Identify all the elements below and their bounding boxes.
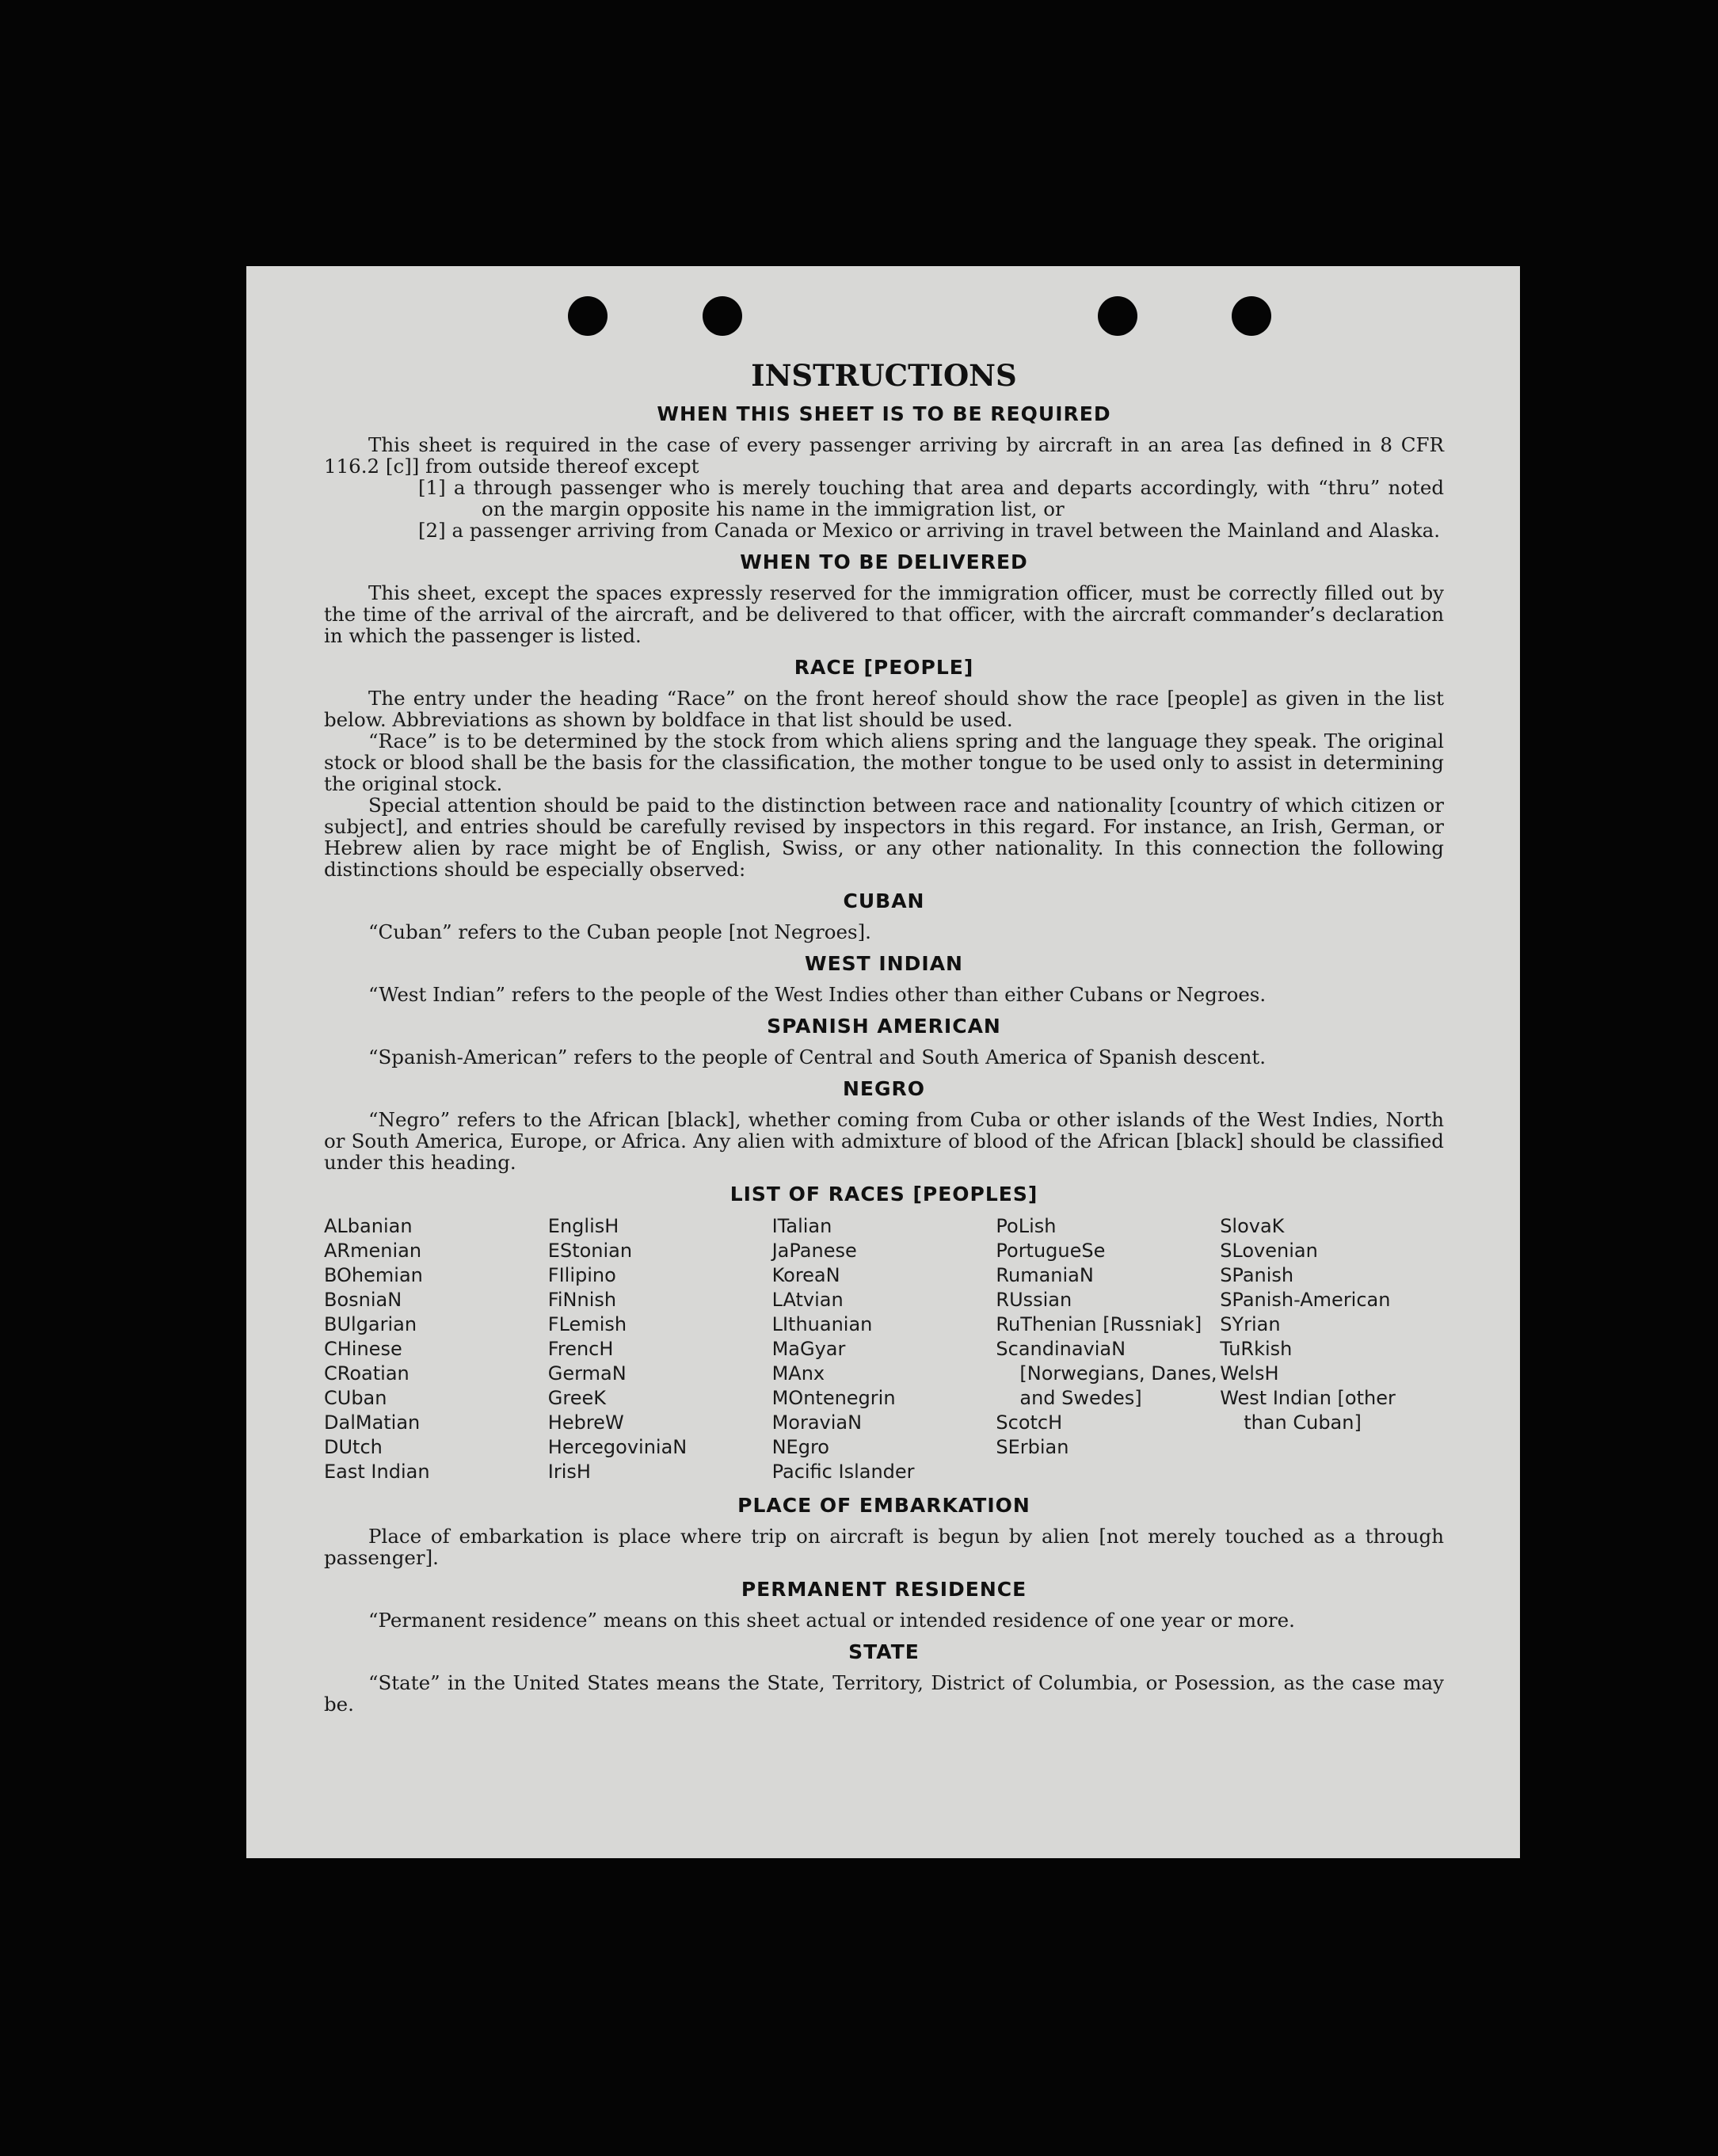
- race-entry: TuRkish: [1220, 1338, 1293, 1360]
- race-entry: RumaniaN: [996, 1264, 1094, 1286]
- section-heading-when-required: WHEN THIS SHEET IS TO BE REQUIRED: [657, 402, 1111, 425]
- section-heading-when-delivered: WHEN TO BE DELIVERED: [740, 550, 1028, 573]
- race-entry: GreeK: [547, 1387, 607, 1409]
- instructions-content: [324, 358, 1444, 1715]
- race-entry: PoLish: [996, 1215, 1057, 1237]
- race-paragraph-3: Special attention should be paid to the distinction between race and nationality [country of which citizen or subject], and entries should be carefully revised by inspectors in this regard. For instance, an Irish, German, or Hebrew alien by race might be of English, Swiss, or any other nationality. In this connection the following distinctions should be especially observed:: [324, 794, 1444, 881]
- race-entry: WelsH: [1220, 1362, 1279, 1385]
- race-entry: SLovenian: [1220, 1240, 1318, 1262]
- race-entry: BUlgarian: [324, 1313, 417, 1335]
- race-entry: West Indian [other than Cuban]: [1220, 1387, 1396, 1434]
- instruction-sheet: [246, 266, 1520, 1858]
- race-entry: CRoatian: [324, 1362, 410, 1385]
- race-entry: FrencH: [547, 1338, 614, 1360]
- race-entry: CUban: [324, 1387, 387, 1409]
- section-heading-place-of-embarkation: PLACE OF EMBARKATION: [737, 1494, 1030, 1517]
- race-entry: BosniaN: [324, 1289, 402, 1311]
- race-entry: HercegoviniaN: [547, 1436, 688, 1458]
- west-indian-text: “West Indian” refers to the people of the West Indies other than either Cubans or Negroes.: [368, 983, 1267, 1006]
- race-entry: BOhemian: [324, 1264, 423, 1286]
- exception-item-1: [1] a through passenger who is merely touching that area and departs accordingly, with “thru” noted on the margin opposite his name in the immigration list, or: [418, 476, 1444, 520]
- place-of-embarkation-text: Place of embarkation is place where trip on aircraft is begun by alien [not merely touched as a through passenger].: [324, 1525, 1444, 1569]
- race-entry: LIthuanian: [771, 1313, 873, 1335]
- section-heading-spanish-american: SPANISH AMERICAN: [767, 1015, 1001, 1038]
- cuban-text: “Cuban” refers to the Cuban people [not Negroes].: [368, 920, 871, 943]
- race-entry: Pacific Islander: [771, 1461, 915, 1483]
- race-entry: FLemish: [547, 1313, 627, 1335]
- race-entry: ARmenian: [324, 1240, 422, 1262]
- race-entry: CHinese: [324, 1338, 402, 1360]
- spanish-american-text: “Spanish-American” refers to the people of Central and South America of Spanish descent.: [368, 1046, 1267, 1068]
- race-paragraph-1: The entry under the heading “Race” on the front hereof should show the race [people] as given in the list below. Abbreviations as shown by boldface in that list should be used.: [324, 687, 1444, 731]
- race-entry: SYrian: [1220, 1313, 1281, 1335]
- list-of-races: [324, 1214, 1444, 1484]
- section-heading-race: RACE [PEOPLE]: [794, 656, 974, 679]
- race-entry: SlovaK: [1220, 1215, 1285, 1237]
- race-entry: NEgro: [771, 1436, 829, 1458]
- race-entry: ALbanian: [324, 1215, 413, 1237]
- negro-text: “Negro” refers to the African [black], whether coming from Cuba or other islands of the West Indies, North or South America, Europe, or Africa. Any alien with admixture of blood of the African [black] should be classified under this heading.: [324, 1108, 1444, 1174]
- state-text: “State” in the United States means the State, Territory, District of Columbia, or Posession, as the case may be.: [324, 1671, 1444, 1716]
- when-delivered-text: This sheet, except the spaces expressly reserved for the immigration officer, must be correctly filled out by the time of the arrival of the aircraft, and be delivered to that officer, with the aircraft commander’s declaration in which the passenger is listed.: [324, 581, 1444, 647]
- race-entry: ITalian: [771, 1215, 832, 1237]
- section-heading-west-indian: WEST INDIAN: [805, 952, 963, 975]
- section-heading-cuban: CUBAN: [843, 889, 925, 912]
- race-entry: IrisH: [547, 1461, 591, 1483]
- exception-item-2: [2] a passenger arriving from Canada or Mexico or arriving in travel between the Mainland and Alaska.: [418, 519, 1441, 542]
- race-entry: SPanish: [1220, 1264, 1294, 1286]
- permanent-residence-text: “Permanent residence” means on this sheet actual or intended residence of one year or more.: [368, 1609, 1295, 1632]
- races-column: [996, 1214, 1220, 1484]
- race-entry: East Indian: [324, 1461, 430, 1483]
- race-entry: LAtvian: [771, 1289, 844, 1311]
- race-entry: MaGyar: [771, 1338, 846, 1360]
- section-heading-state: STATE: [848, 1640, 920, 1663]
- punch-hole: [1098, 296, 1137, 336]
- race-entry: FIlipino: [547, 1264, 616, 1286]
- race-entry: MAnx: [771, 1362, 825, 1385]
- race-paragraph-2: “Race” is to be determined by the stock from which aliens spring and the language they speak. The original stock or blood shall be the basis for the classification, the mother tongue to be used only to assist in determining the original stock.: [324, 729, 1444, 795]
- section-heading-permanent-residence: PERMANENT RESIDENCE: [741, 1578, 1027, 1601]
- race-entry: RuThenian [Russniak]: [996, 1313, 1202, 1335]
- race-entry: GermaN: [547, 1362, 627, 1385]
- race-entry: SErbian: [996, 1436, 1069, 1458]
- race-entry: KoreaN: [771, 1264, 840, 1286]
- race-entry: EStonian: [547, 1240, 633, 1262]
- race-entry: MoraviaN: [771, 1411, 863, 1434]
- race-entry: JaPanese: [771, 1240, 857, 1262]
- race-entry: MOntenegrin: [771, 1387, 896, 1409]
- punch-hole: [568, 296, 608, 336]
- race-entry: DalMatian: [324, 1411, 421, 1434]
- race-entry: SPanish-American: [1220, 1289, 1391, 1311]
- section-heading-list-of-races: LIST OF RACES [PEOPLES]: [729, 1183, 1038, 1206]
- race-entry: PortugueSe: [996, 1240, 1106, 1262]
- race-entry: RUssian: [996, 1289, 1072, 1311]
- section-heading-negro: NEGRO: [842, 1077, 926, 1100]
- page-title: INSTRUCTIONS: [751, 358, 1017, 393]
- race-entry: ScotcH: [996, 1411, 1063, 1434]
- when-required-intro: This sheet is required in the case of every passenger arriving by aircraft in an area [as defined in 8 CFR 116.2 [c]] from outside thereof except: [324, 433, 1444, 478]
- race-entry: DUtch: [324, 1436, 383, 1458]
- race-entry: ScandinaviaN [Norwegians, Danes, and Swedes]: [996, 1338, 1217, 1409]
- races-column: [772, 1214, 996, 1484]
- race-entry: HebreW: [547, 1411, 624, 1434]
- races-column: [548, 1214, 772, 1484]
- race-entry: FiNnish: [547, 1289, 617, 1311]
- races-column: [324, 1214, 548, 1484]
- race-entry: EnglisH: [547, 1215, 619, 1237]
- punch-hole: [1232, 296, 1271, 336]
- races-column: [1220, 1214, 1444, 1484]
- punch-hole: [703, 296, 742, 336]
